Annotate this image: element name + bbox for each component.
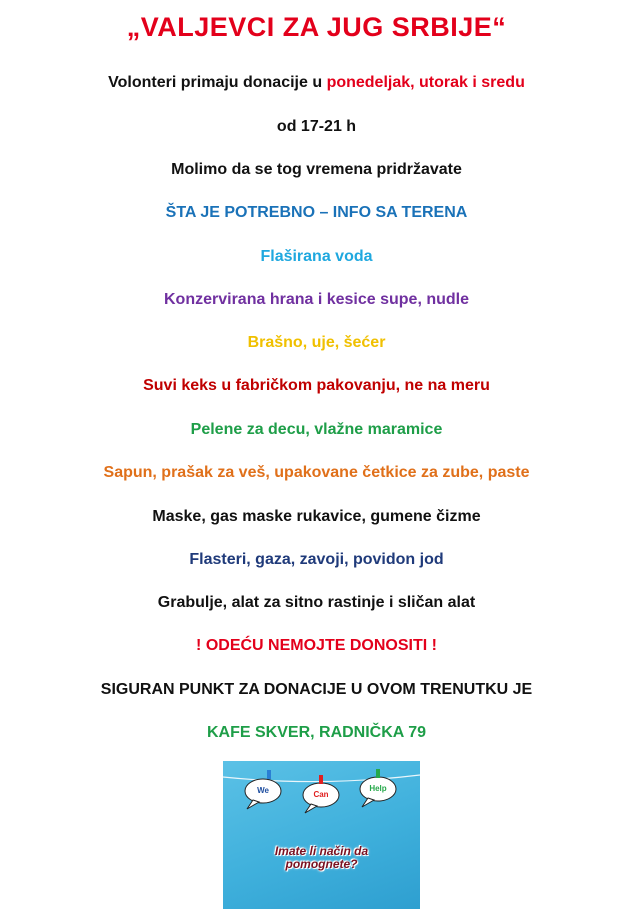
bubble-label-help: Help: [369, 784, 387, 793]
item-masks-boots: Maske, gas maske rukavice, gumene čizme: [152, 508, 481, 525]
item-hygiene: Sapun, prašak za veš, upakovane četkice za zube, paste: [103, 464, 530, 481]
bubble-label-can: Can: [313, 790, 329, 799]
location-address: KAFE SKVER, RADNIČKA 79: [207, 724, 426, 741]
item-canned-food: Konzervirana hrana i kesice supe, nudle: [164, 291, 469, 308]
clothes-warning: ! ODEĆU NEMOJTE DONOSITI !: [196, 637, 437, 654]
notice-text: Molimo da se tog vremena pridržavate: [171, 161, 462, 178]
hours-text: od 17-21 h: [276, 118, 357, 135]
intro-days: ponedeljak, utorak i sredu: [326, 74, 525, 91]
needs-heading: ŠTA JE POTREBNO – INFO SA TERENA: [165, 204, 468, 221]
intro-text-part1: Volonteri primaju donacije u: [108, 74, 327, 91]
item-flour-oil-sugar: Brašno, uje, šećer: [247, 334, 386, 351]
image-caption-line2: pomognete?: [285, 857, 358, 871]
page-title: „VALJEVCI ZA JUG SRBIJE“: [126, 12, 507, 42]
image-caption-line1: Imate li način da: [274, 844, 369, 858]
item-first-aid: Flasteri, gaza, zavoji, povidon jod: [189, 551, 444, 568]
item-tools: Grabulje, alat za sitno rastinje i sličan alat: [157, 594, 476, 611]
intro-text: [0, 73, 633, 93]
item-water: Flaširana voda: [260, 248, 373, 265]
location-heading: SIGURAN PUNKT ZA DONACIJE U OVOM TRENUTKU JE: [100, 681, 533, 698]
item-diapers: Pelene za decu, vlažne maramice: [190, 421, 443, 438]
item-biscuits: Suvi keks u fabričkom pakovanju, ne na meru: [143, 377, 490, 394]
bubble-label-we: We: [257, 786, 269, 795]
help-illustration: [223, 761, 420, 909]
